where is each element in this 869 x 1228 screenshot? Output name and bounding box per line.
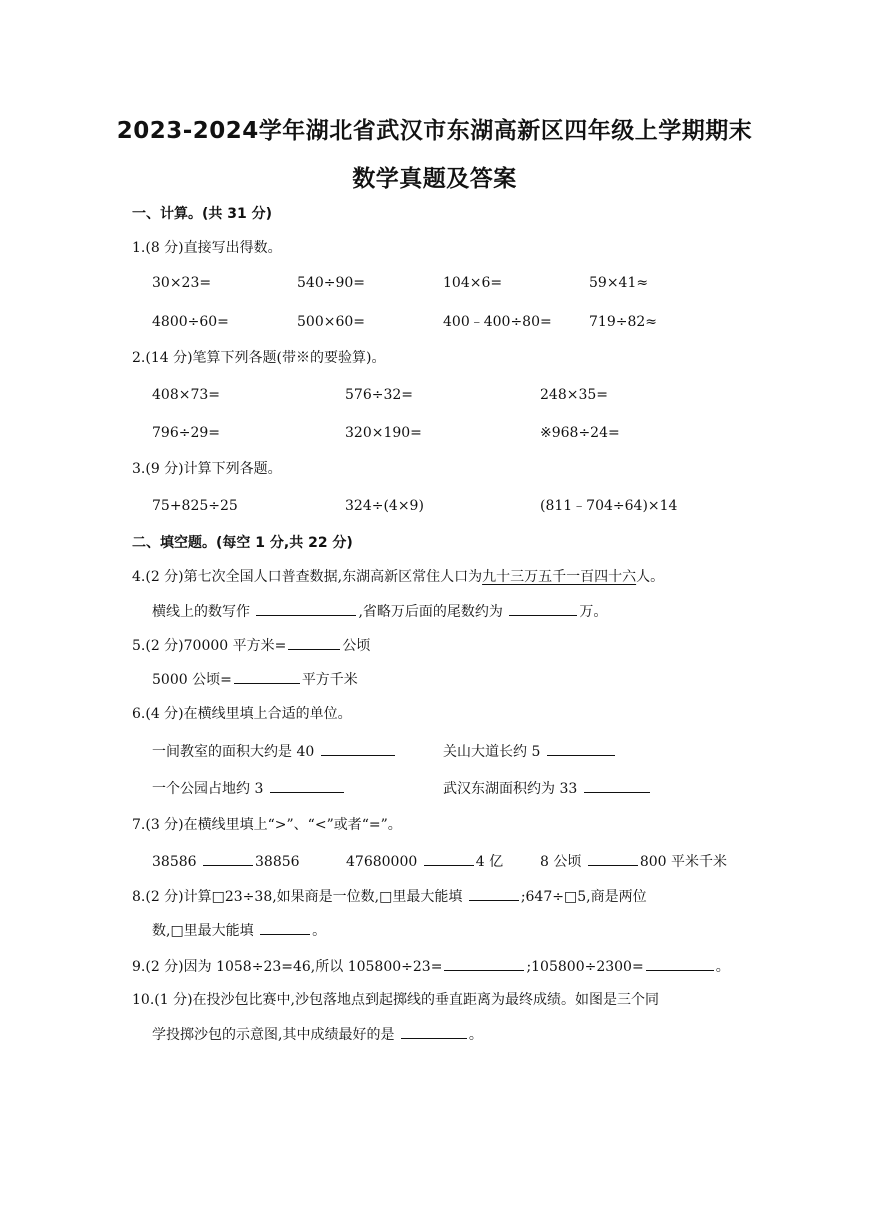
q7-item xyxy=(346,851,503,872)
q4-text: 横线上的数写作 xyxy=(152,604,250,620)
q8-text: ;647÷□5,商是两位 xyxy=(520,889,647,905)
q1-item: 719÷82≈ xyxy=(589,314,657,330)
q2-item: 320×190= xyxy=(345,425,422,441)
question-7-stem: 7.(3 分)在横线里填上“>”、“<”或者“=”。 xyxy=(132,817,402,833)
q3-item: (811﹣704÷64)×14 xyxy=(540,498,678,514)
answer-blank[interactable] xyxy=(424,851,474,866)
question-4-line-2 xyxy=(152,601,607,622)
q7-left: 8 公顷 xyxy=(540,854,582,870)
answer-blank[interactable] xyxy=(547,741,615,756)
q8-text: 数,□里最大能填 xyxy=(152,923,254,939)
answer-blank[interactable] xyxy=(288,635,340,650)
q4-text: 人。 xyxy=(636,569,665,585)
page-title: 2023-2024学年湖北省武汉市东湖高新区四年级上学期期末 xyxy=(116,118,753,144)
q3-item: 75+825÷25 xyxy=(152,498,238,514)
q2-item: 576÷32= xyxy=(345,387,413,403)
question-8-line-2 xyxy=(152,920,326,941)
q4-text: 万。 xyxy=(579,604,608,620)
answer-blank[interactable] xyxy=(203,851,253,866)
q6-text: 武汉东湖面积约为 33 xyxy=(443,781,578,797)
q3-item: 324÷(4×9) xyxy=(345,498,424,514)
q5-text: 5000 公顷= xyxy=(152,672,232,688)
question-5-line-2 xyxy=(152,669,358,690)
q6-text: 一个公园占地约 3 xyxy=(152,781,264,797)
q7-right: 800 平米千米 xyxy=(639,854,727,870)
answer-blank[interactable] xyxy=(260,920,310,935)
q7-left: 47680000 xyxy=(346,854,418,870)
q1-item: 30×23= xyxy=(152,275,212,291)
q4-text: ,省略万后面的尾数约为 xyxy=(358,604,503,620)
q1-item: 400﹣400÷80= xyxy=(443,314,552,330)
q1-item: 59×41≈ xyxy=(589,275,649,291)
answer-blank[interactable] xyxy=(270,778,344,793)
q6-item xyxy=(443,778,652,799)
question-10-line-1: 10.(1 分)在投沙包比赛中,沙包落地点到起掷线的垂直距离为最终成绩。如图是三个同 xyxy=(132,992,659,1008)
q1-item: 4800÷60= xyxy=(152,314,229,330)
answer-blank[interactable] xyxy=(469,886,519,901)
q7-item xyxy=(540,851,727,872)
question-1-stem: 1.(8 分)直接写出得数。 xyxy=(132,240,282,256)
q6-item xyxy=(443,741,617,762)
q7-left: 38586 xyxy=(152,854,197,870)
answer-blank[interactable] xyxy=(234,669,300,684)
answer-blank[interactable] xyxy=(444,956,524,971)
q8-text: 。 xyxy=(312,923,327,939)
answer-blank[interactable] xyxy=(321,741,395,756)
question-5-line-1 xyxy=(132,635,370,656)
q1-item: 500×60= xyxy=(297,314,365,330)
question-4-line-1 xyxy=(132,567,664,587)
answer-blank[interactable] xyxy=(584,778,650,793)
answer-blank[interactable] xyxy=(401,1024,467,1039)
q7-item xyxy=(152,851,300,872)
q9-text: 9.(2 分)因为 1058÷23=46,所以 105800÷23= xyxy=(132,959,443,975)
answer-blank[interactable] xyxy=(509,601,577,616)
question-3-stem: 3.(9 分)计算下列各题。 xyxy=(132,461,282,477)
question-6-stem: 6.(4 分)在横线里填上合适的单位。 xyxy=(132,706,352,722)
q6-text: 一间教室的面积大约是 40 xyxy=(152,744,315,760)
q7-right: 38856 xyxy=(255,854,300,870)
question-8-line-1 xyxy=(132,886,647,907)
q2-item: 408×73= xyxy=(152,387,220,403)
q2-item: ※968÷24= xyxy=(540,425,620,441)
q2-item: 248×35= xyxy=(540,387,608,403)
q5-text: 公顷 xyxy=(342,638,371,654)
question-2-stem: 2.(14 分)笔算下列各题(带※的要验算)。 xyxy=(132,350,386,366)
section-heading-calculation: 一、计算。(共 31 分) xyxy=(132,206,273,222)
q6-item xyxy=(152,778,346,799)
q5-text: 平方千米 xyxy=(301,672,358,688)
q7-right: 4 亿 xyxy=(475,854,504,870)
q5-text: 5.(2 分)70000 平方米= xyxy=(132,638,287,654)
q2-item: 796÷29= xyxy=(152,425,220,441)
q8-text: 8.(2 分)计算□23÷38,如果商是一位数,□里最大能填 xyxy=(132,889,463,905)
q6-text: 关山大道长约 5 xyxy=(443,744,541,760)
q10-text: 。 xyxy=(468,1027,483,1043)
question-9 xyxy=(132,956,730,977)
question-10-line-2 xyxy=(152,1024,483,1045)
q6-item xyxy=(152,741,397,762)
q9-text: 。 xyxy=(715,959,730,975)
answer-blank[interactable] xyxy=(646,956,714,971)
q9-text: ;105800÷2300= xyxy=(526,959,644,975)
q4-text: 4.(2 分)第七次全国人口普查数据,东湖高新区常住人口为 xyxy=(132,569,483,585)
q1-item: 540÷90= xyxy=(297,275,365,291)
section-heading-fill-in: 二、填空题。(每空 1 分,共 22 分) xyxy=(132,535,353,551)
answer-blank[interactable] xyxy=(588,851,638,866)
answer-blank[interactable] xyxy=(256,601,356,616)
page-subtitle: 数学真题及答案 xyxy=(352,166,517,192)
q10-text: 学投掷沙包的示意图,其中成绩最好的是 xyxy=(152,1027,395,1043)
q1-item: 104×6= xyxy=(443,275,503,291)
q4-underlined-number: 九十三万五千一百四十六 xyxy=(482,569,637,585)
